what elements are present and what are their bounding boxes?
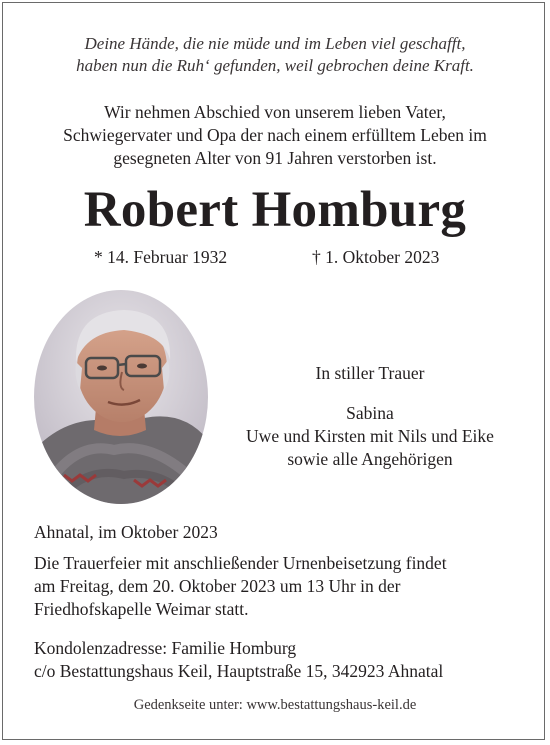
place-and-date: Ahnatal, im Oktober 2023 xyxy=(34,522,218,542)
ceremony-line-3: Friedhofskapelle Weimar statt. xyxy=(34,599,249,619)
address-line-1: Kondolenzadresse: Familie Homburg xyxy=(34,638,297,658)
portrait-illustration xyxy=(34,290,208,504)
mourning-heading: In stiller Trauer xyxy=(315,363,425,383)
address-line-2: c/o Bestattungshaus Keil, Hauptstraße 15, 342923 Ahnatal xyxy=(34,661,444,681)
memorial-quote xyxy=(0,33,550,77)
quote-line-1: Deine Hände, die nie müde und im Leben viel geschafft, xyxy=(84,34,466,53)
mourners-list xyxy=(200,402,540,471)
quote-line-2: haben nun die Ruh‘ gefunden, weil gebrochen deine Kraft. xyxy=(76,56,474,75)
farewell-line-3: gesegneten Alter von 91 Jahren verstorben ist. xyxy=(113,148,437,168)
birth-date: * 14. Februar 1932 xyxy=(94,247,228,267)
farewell-text xyxy=(0,101,550,170)
mourner-line-1: Sabina xyxy=(346,403,394,423)
portrait-photo xyxy=(34,290,208,504)
condolence-address xyxy=(34,637,534,683)
ceremony-line-2: am Freitag, dem 20. Oktober 2023 um 13 Uhr in der xyxy=(34,576,401,596)
mourner-line-2: Uwe und Kirsten mit Nils und Eike xyxy=(246,426,494,446)
death-date: † 1. Oktober 2023 xyxy=(312,247,440,267)
memorial-website: Gedenkseite unter: www.bestattungshaus-keil.de xyxy=(133,697,417,713)
ceremony-line-1: Die Trauerfeier mit anschließender Urnenbeisetzung findet xyxy=(34,553,447,573)
deceased-name: Robert Homburg xyxy=(83,182,467,238)
ceremony-info xyxy=(34,552,534,621)
mourner-line-3: sowie alle Angehörigen xyxy=(287,449,453,469)
farewell-line-1: Wir nehmen Abschied von unserem lieben Vater, xyxy=(104,102,446,122)
farewell-line-2: Schwiegervater und Opa der nach einem erfülltem Leben im xyxy=(63,125,487,145)
